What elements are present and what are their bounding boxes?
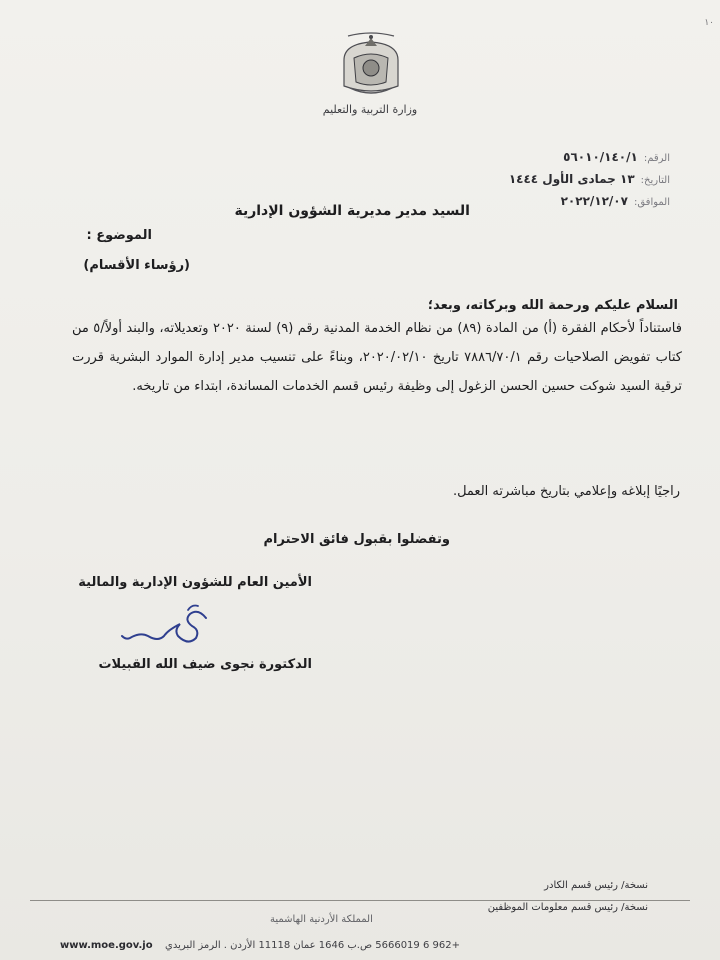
- footer-contact: +962 6 5666019 ص.ب 1646 عمان 11118 الأردن . الرمز البريدي: [165, 940, 461, 951]
- gregorian-date: ٢٠٢٢/١٢/٠٧: [560, 194, 628, 208]
- corresponding-label: الموافق:: [633, 197, 670, 208]
- letter-body: فاستناداً لأحكام الفقرة (أ) من المادة (٨٩) من نظام الخدمة المدنية رقم (٩) لسنة ٢٠٢٠ وتعديلاته، والبند أولاً/٥ من كتاب تفويض الصلاحيات رقم ٧٨٨٦/٧٠/١ تاريخ ٢٠٢٠/٠٢/١٠، وبناءً على تنسيب مدير إدارة الموارد البشرية قررت ترقية السيد شوكت حسين الحسن الزغول إلى وظيفة رئيس قسم الخدمات المساندة، ابتداء من تاريخه.: [72, 321, 682, 394]
- greeting: السلام عليكم ورحمة الله وبركاته، وبعد؛: [427, 298, 678, 313]
- footer-divider: [30, 900, 690, 901]
- hijri-date: ١٣ جمادى الأول ١٤٤٤: [508, 172, 635, 186]
- request-line: راجيًا إبلاغه وإعلامي بتاريخ مباشرته العمل.: [452, 484, 680, 499]
- coat-of-arms-icon: [340, 30, 402, 98]
- reference-label: الرقم:: [643, 153, 670, 164]
- ministry-name: وزارة التربية والتعليم: [322, 103, 418, 116]
- addressee: السيد مدير مديرية الشؤون الإدارية: [234, 203, 470, 219]
- footer-kingdom: المملكة الأردنية الهاشمية: [270, 914, 373, 925]
- copy-line: نسخة/ رئيس قسم الكادر: [544, 880, 648, 891]
- footer-website-link[interactable]: www.moe.gov.jo: [60, 940, 153, 951]
- closing-line: وتفضلوا بقبول فائق الاحترام: [263, 532, 450, 547]
- subject-value: (رؤساء الأقسام): [83, 258, 190, 273]
- subject-label: الموضوع :: [86, 228, 152, 243]
- date-label: التاريخ:: [640, 175, 670, 186]
- copies-block: [488, 875, 648, 919]
- signer-title: الأمين العام للشؤون الإدارية والمالية: [78, 575, 312, 590]
- date-row: [430, 172, 670, 194]
- reference-number: ٥٦٠١٠/١٤٠/١: [563, 150, 638, 164]
- copy-line: نسخة/ رئيس قسم معلومات الموظفين: [487, 902, 648, 913]
- signer-name: الدكتورة نجوى ضيف الله القبيلات: [98, 657, 312, 672]
- page-mark: ١٠: [704, 18, 714, 28]
- reference-row: [430, 150, 670, 172]
- handwritten-signature: [118, 600, 213, 650]
